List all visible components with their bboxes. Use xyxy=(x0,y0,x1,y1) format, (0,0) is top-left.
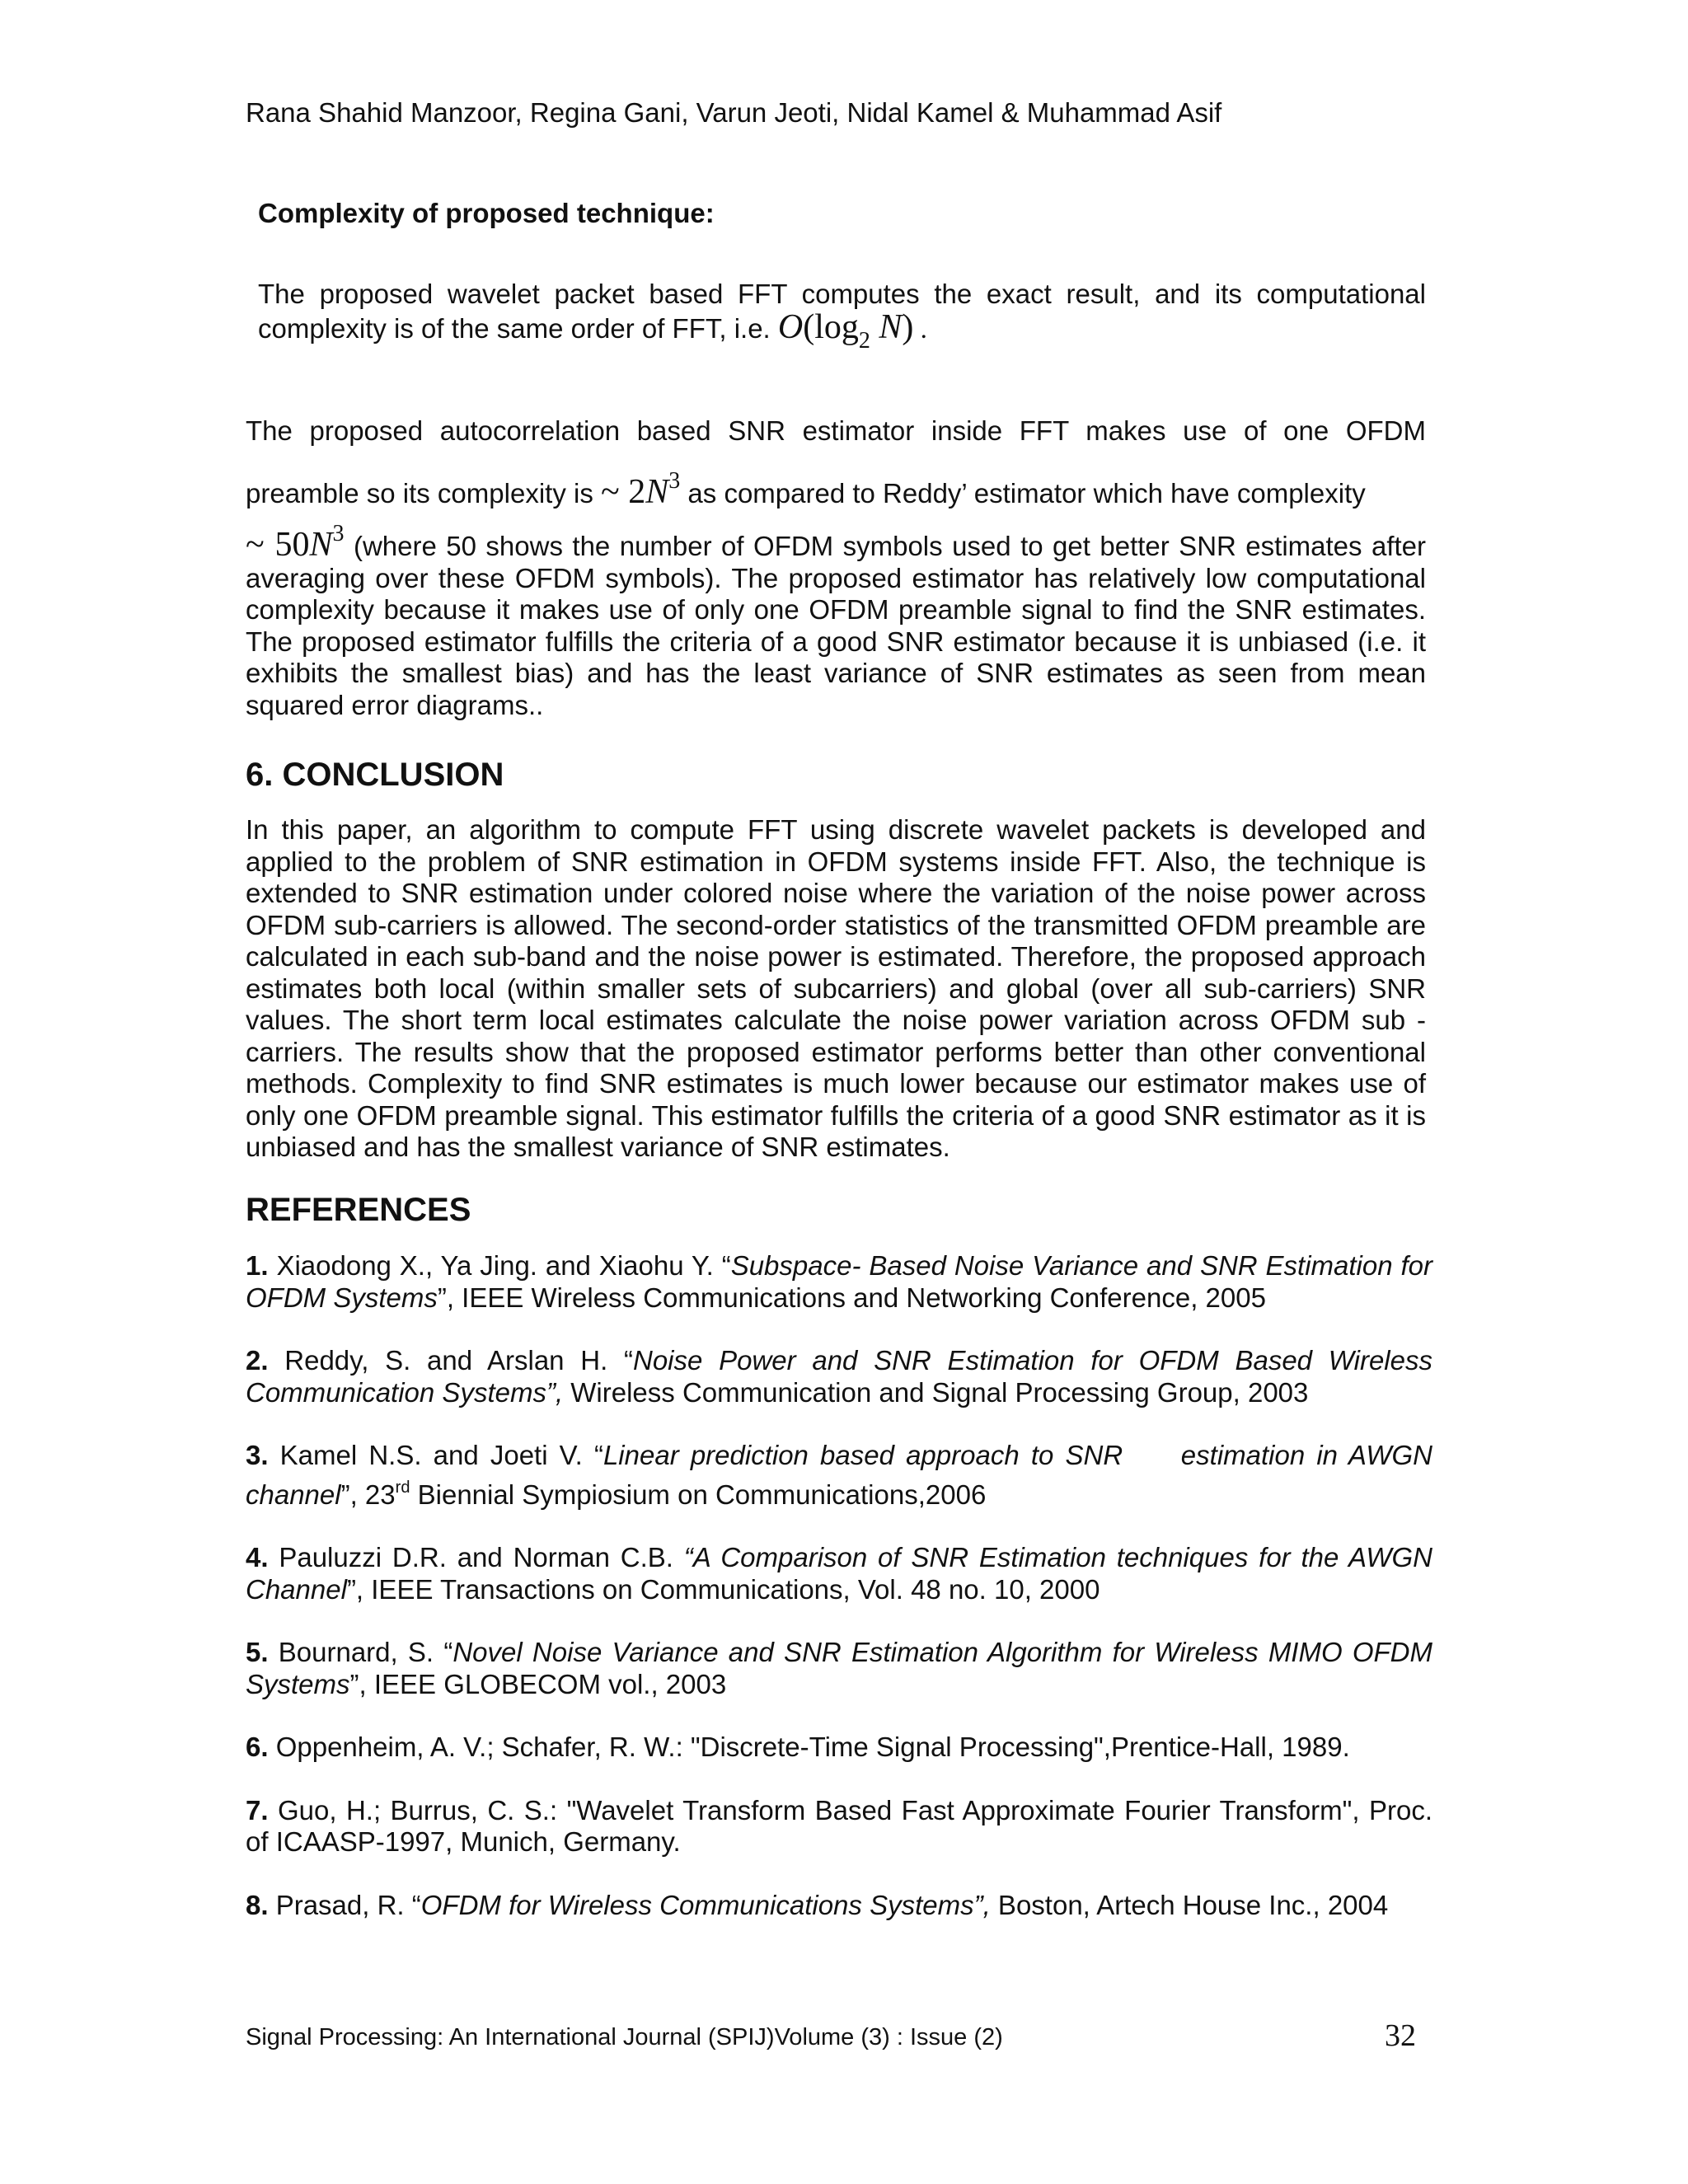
complexity-paragraph-2 xyxy=(246,405,1426,721)
reference-item: 1. Xiaodong X., Ya Jing. and Xiaohu Y. “Subspace- Based Noise Variance and SNR Estimation for OFDM Systems”, IEEE Wireless Communications and Networking Conference, 2005 xyxy=(246,1250,1432,1313)
reference-item: 5. Bournard, S. “Novel Noise Variance and SNR Estimation Algorithm for Wireless MIMO OFDM Systems”, IEEE GLOBECOM vol., 2003 xyxy=(246,1637,1433,1699)
complexity-para1-text: The proposed wavelet packet based FFT computes the exact result, and its computational complexity is of the same order of FFT, i.e. xyxy=(258,279,1426,344)
reference-item: 4. Pauluzzi D.R. and Norman C.B. “A Comparison of SNR Estimation techniques for the AWGN Channel”, IEEE Transactions on Communications, Vol. 48 no. 10, 2000 xyxy=(246,1542,1433,1605)
page-number: 32 xyxy=(1385,2018,1416,2053)
conclusion-paragraph: In this paper, an algorithm to compute FFT using discrete wavelet packets is developed and applied to the problem of SNR estimation in OFDM systems inside FFT. Also, the technique is extended to SNR estimation under colored noise where the variation of the noise power across OFDM sub-carriers is allowed. The second-order statistics of the transmitted OFDM preamble are calculated in each sub-band and the noise power is estimated. Therefore, the proposed approach estimates both local (within smaller sets of subcarriers) and global (over all sub-carriers) SNR values. The short term local estimates calculate the noise power variation across OFDM sub - carriers. The results show that the proposed estimator performs better than other conventional methods. Complexity to find SNR estimates is much lower because our estimator makes use of only one OFDM preamble signal. This estimator fulfills the criteria of a good SNR estimator as it is unbiased and has the smallest variance of SNR estimates. xyxy=(246,814,1426,1162)
conclusion-heading: 6. CONCLUSION xyxy=(246,757,504,793)
reference-item: 6. Oppenheim, A. V.; Schafer, R. W.: "Discrete-Time Signal Processing",Prentice-Hall, 1989. xyxy=(246,1732,1350,1762)
complexity-para2-b: as compared to Reddy’ estimator which have complexity xyxy=(687,478,1366,509)
references-heading: REFERENCES xyxy=(246,1192,471,1228)
reference-item: 7. Guo, H.; Burrus, C. S.: "Wavelet Transform Based Fast Approximate Fourier Transform", Proc. of ICAASP-1997, Munich, Germany. xyxy=(246,1794,1432,1857)
running-header: Rana Shahid Manzoor, Regina Gani, Varun Jeoti, Nidal Kamel & Muhammad Asif xyxy=(246,97,1222,128)
reference-item: 3. Kamel N.S. and Joeti V. “Linear prediction based approach to SNR estimation in AWGN channel”, 23rd Biennial Sympiosium on Communications,2006 xyxy=(246,1440,1441,1510)
references-list xyxy=(246,1250,1441,1921)
complexity-para2-a: The proposed autocorrelation based SNR estimator inside FFT makes use of one OFDM preamble so its complexity is xyxy=(246,415,1426,509)
reference-item: 8. Prasad, R. “OFDM for Wireless Communications Systems”, Boston, Artech House Inc., 2004 xyxy=(246,1889,1389,1920)
journal-footer: Signal Processing: An International Journal (SPIJ)Volume (3) : Issue (2) xyxy=(246,2024,1003,2050)
reference-item: 2. Reddy, S. and Arslan H. “Noise Power and SNR Estimation for OFDM Based Wireless Communication Systems”, Wireless Communication and Signal Processing Group, 2003 xyxy=(246,1345,1432,1408)
complexity-para2-c: (where 50 shows the number of OFDM symbols used to get better SNR estimates after averaging over these OFDM symbols). The proposed estimator has relatively low computational complexity because it makes use of only one OFDM preamble signal to find the SNR estimates. The proposed estimator fulfills the criteria of a good SNR estimator because it is unbiased (i.e. it exhibits the smallest bias) and has the least variance of SNR estimates as seen from mean squared error diagrams.. xyxy=(246,531,1426,720)
complexity-formula-fft: $O(\log_2$ N) xyxy=(777,308,914,354)
complexity-formula-proposed: ~ $2N^3$ xyxy=(601,468,681,511)
complexity-heading: Complexity of proposed technique: xyxy=(258,198,715,228)
complexity-paragraph-1: The proposed wavelet packet based FFT computes the exact result, and its computational complexity is of the same order of FFT, i.e. $O(\log_2$ N) . xyxy=(258,279,1426,354)
conclusion-section xyxy=(246,814,1426,1164)
complexity-formula-reddy: ~ $50N^3$ xyxy=(246,521,345,564)
